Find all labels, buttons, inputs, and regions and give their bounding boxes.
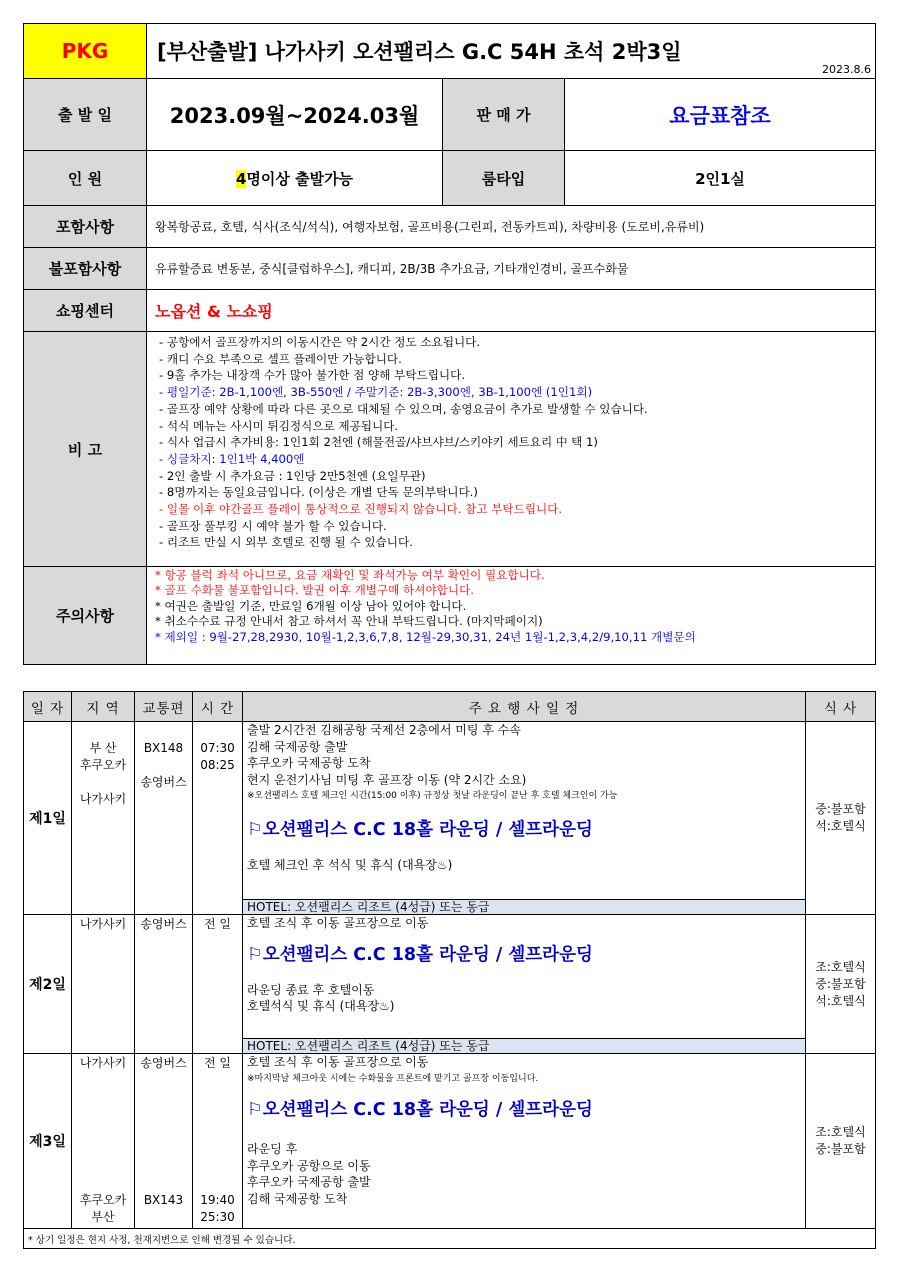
itinerary-line: 호텔 조식 후 이동 골프장으로 이동	[247, 916, 429, 930]
header-itinerary: 주 요 행 사 일 정	[243, 692, 806, 722]
transport-text: 송영버스	[140, 775, 187, 789]
region-text: 나가사키	[79, 917, 127, 931]
itinerary-note: ※마지막날 체크아웃 시에는 수화물을 프론트에 맡기고 골프장 이동입니다.	[247, 1073, 539, 1084]
meals-cell	[806, 915, 876, 1054]
header-time: 시 간	[193, 692, 243, 722]
itinerary-line: 라운딩 종료 후 호텔이동	[247, 982, 375, 997]
itinerary-line: 라운딩 후	[247, 1142, 298, 1157]
caution-item: * 제외일 : 9월-27,28,2930, 10월-1,2,3,6,7,8, 12월-29,30,31, 24년 1월-1,2,3,4,2/9,10,11 개별문의	[155, 629, 696, 644]
schedule-day2-row	[24, 915, 876, 1054]
schedule-table	[23, 691, 876, 1249]
golf-round-line: ⚐오션팰리스 C.C 18홀 라운딩 / 셀프라운딩	[247, 944, 593, 965]
meal-text: 석:호텔식	[815, 819, 866, 833]
transport-text: 송영버스	[140, 917, 187, 931]
include-value: 왕복항공료, 호텔, 식사(조식/석식), 여행자보험, 골프비용(그린피, 전동카트피), 차량비용 (도로비,유류비)	[147, 206, 876, 248]
day-label: 제2일	[24, 915, 72, 1054]
price-value: 요금표참조	[565, 79, 876, 151]
region-cell	[72, 915, 135, 1054]
title-text: [부산출발] 나가사키 오션팰리스 G.C 54H 초석 2박3일	[157, 40, 682, 64]
caution-item: * 항공 블럭 좌석 아니므로, 요금 재확인 및 좌석가능 여부 확인이 필요합니다.	[155, 568, 545, 582]
notes-label: 비 고	[24, 332, 147, 567]
caution-item: * 취소수수료 규정 안내서 참고 하셔서 꼭 안내 부탁드립니다. (마지막페이지)	[155, 614, 543, 629]
schedule-day3-row	[24, 1054, 876, 1229]
hotel-line: HOTEL: 오션팰리스 리조트 (4성급) 또는 동급	[243, 899, 805, 914]
note-item: - 2인 출발 시 추가요금 : 1인당 2만5천엔 (요일무관)	[159, 468, 426, 483]
exclude-label: 불포함사항	[24, 248, 147, 290]
transport-text: BX143	[143, 1193, 184, 1207]
day-label: 제3일	[24, 1054, 72, 1229]
itinerary-note: ※오션팰리스 호텔 체크인 시간(15:00 이후) 규정상 첫날 라운딩이 끝난 후 호텔 체크인이 가능	[247, 791, 618, 802]
note-item: - 리조트 만실 시 외부 호텔로 진행 될 수 있습니다.	[159, 535, 413, 550]
region-cell	[72, 722, 135, 915]
time-text: 전 일	[204, 1056, 231, 1070]
note-item: - 평일기준: 2B-1,100엔, 3B-550엔 / 주말기준: 2B-3,300엔, 3B-1,100엔 (1인1회)	[159, 385, 593, 400]
transport-cell	[135, 722, 193, 915]
itinerary-cell	[243, 1054, 806, 1229]
region-text: 나가사키	[79, 1056, 127, 1070]
region-text: 부 산	[89, 741, 117, 755]
people-label: 인 원	[24, 151, 147, 206]
itinerary-line: 호텔 체크인 후 석식 및 휴식 (대욕장♨)	[247, 857, 453, 872]
departure-value: 2023.09월~2024.03월	[147, 79, 443, 151]
transport-text: BX148	[143, 741, 184, 755]
notes-list	[147, 332, 876, 567]
header-transport: 교통편	[135, 692, 193, 722]
itinerary-line: 호텔석식 및 휴식 (대욕장♨)	[247, 999, 395, 1014]
itinerary-line: 후쿠오카 공항으로 이동	[247, 1158, 371, 1173]
region-text: 후쿠오카	[79, 758, 127, 772]
note-item: - 골프장 풀부킹 시 예약 불가 할 수 있습니다.	[159, 518, 387, 533]
itinerary-line: 호텔 조식 후 이동 골프장으로 이동	[247, 1055, 429, 1069]
price-label: 판 매 가	[443, 79, 565, 151]
caution-list	[147, 567, 876, 665]
itinerary-cell	[243, 915, 806, 1054]
schedule-day1-row	[24, 722, 876, 915]
caution-item: * 골프 수화물 불포함입니다. 발권 이후 개별구매 하셔야합니다.	[155, 583, 474, 598]
itinerary-line: 후쿠오카 국제공항 출발	[247, 1175, 371, 1190]
caution-item: * 여권은 출발일 기준, 만료일 6개월 이상 남아 있어야 합니다.	[155, 598, 467, 613]
note-item: - 싱글차지: 1인1박 4,400엔	[159, 451, 305, 466]
room-value: 2인1실	[565, 151, 876, 206]
day-label: 제1일	[24, 722, 72, 915]
people-rest: 명이상 출발가능	[246, 169, 354, 188]
region-cell	[72, 1054, 135, 1229]
hotel-line: HOTEL: 오션팰리스 리조트 (4성급) 또는 동급	[243, 1038, 805, 1053]
pkg-badge: PKG	[24, 24, 147, 79]
meals-cell	[806, 722, 876, 915]
region-text: 부산	[91, 1210, 115, 1224]
transport-cell	[135, 1054, 193, 1229]
schedule-header-row	[24, 692, 876, 722]
note-item: - 8명까지는 동일요금입니다. (이상은 개별 단독 문의부탁니다.)	[159, 485, 478, 500]
meal-text: 조:호텔식	[815, 1125, 866, 1139]
header-region: 지 역	[72, 692, 135, 722]
golf-round-line: ⚐오션팰리스 C.C 18홀 라운딩 / 셀프라운딩	[247, 819, 593, 840]
itinerary-cell	[243, 722, 806, 915]
people-value	[147, 151, 443, 206]
note-item: - 석식 메뉴는 사시미 튀김정식으로 제공됩니다.	[159, 418, 399, 433]
region-text: 후쿠오카	[79, 1193, 127, 1207]
meal-text: 중:불포함	[815, 802, 866, 816]
itinerary-line: 김해 국제공항 출발	[247, 739, 348, 754]
note-item: - 식사 업급시 추가비용: 1인1회 2천엔 (해물전골/샤브샤브/스키야키 세트요리 中 택 1)	[159, 435, 598, 450]
itinerary-line: 출발 2시간전 김해공항 국제선 2층에서 미팅 후 수속	[247, 723, 521, 737]
package-title	[147, 24, 876, 79]
shopping-label: 쇼핑센터	[24, 290, 147, 332]
region-text: 나가사키	[79, 792, 127, 806]
meal-text: 중:불포함	[815, 976, 866, 991]
meal-text: 중:불포함	[815, 1142, 866, 1156]
meals-cell	[806, 1054, 876, 1229]
people-highlight: 4	[235, 169, 247, 188]
schedule-footer-row	[24, 1229, 876, 1249]
include-label: 포함사항	[24, 206, 147, 248]
time-text: 08:25	[200, 758, 235, 772]
note-item: - 일몰 이후 야간골프 플레이 통상적으로 진행되지 않습니다. 참고 부탁드립니다.	[159, 502, 563, 517]
meal-text: 조:호텔식	[815, 959, 866, 974]
header-day: 일 자	[24, 692, 72, 722]
time-text: 19:40	[200, 1193, 235, 1207]
itinerary-line: 현지 운전기사님 미팅 후 골프장 이동 (약 2시간 소요)	[247, 772, 527, 787]
package-info-table	[23, 23, 876, 665]
note-item: - 9홀 추가는 내장객 수가 많아 불가한 점 양해 부탁드립니다.	[159, 368, 466, 383]
caution-label: 주의사항	[24, 567, 147, 665]
time-cell	[193, 1054, 243, 1229]
room-label: 룸타입	[443, 151, 565, 206]
note-item: - 공항에서 골프장까지의 이동시간은 약 2시간 정도 소요됩니다.	[159, 335, 481, 349]
time-cell	[193, 722, 243, 915]
itinerary-line: 김해 국제공항 도착	[247, 1191, 348, 1206]
header-meals: 식 사	[806, 692, 876, 722]
meal-text: 석:호텔식	[815, 993, 866, 1008]
itinerary-line: 후쿠오카 국제공항 도착	[247, 756, 371, 771]
transport-text: 송영버스	[140, 1056, 187, 1070]
note-item: - 캐디 수요 부족으로 셀프 플레이만 가능합니다.	[159, 351, 402, 366]
time-text: 07:30	[200, 741, 235, 755]
note-item: - 골프장 예약 상황에 따라 다른 곳으로 대체될 수 있으며, 송영요금이 추가로 발생할 수 있습니다.	[159, 401, 648, 416]
golf-round-line: ⚐오션팰리스 C.C 18홀 라운딩 / 셀프라운딩	[247, 1100, 593, 1121]
document-date: 2023.8.6	[822, 63, 871, 76]
time-text: 25:30	[200, 1210, 235, 1224]
exclude-value: 유류할증료 변동분, 중식[클럽하우스], 캐디피, 2B/3B 추가요금, 기타개인경비, 골프수화물	[147, 248, 876, 290]
time-cell	[193, 915, 243, 1054]
departure-label: 출 발 일	[24, 79, 147, 151]
schedule-footer: * 상기 일정은 현지 사정, 천재지변으로 인해 변경될 수 있습니다.	[24, 1229, 876, 1249]
shopping-value: 노옵션 & 노쇼핑	[147, 290, 876, 332]
time-text: 전 일	[204, 917, 231, 931]
transport-cell	[135, 915, 193, 1054]
